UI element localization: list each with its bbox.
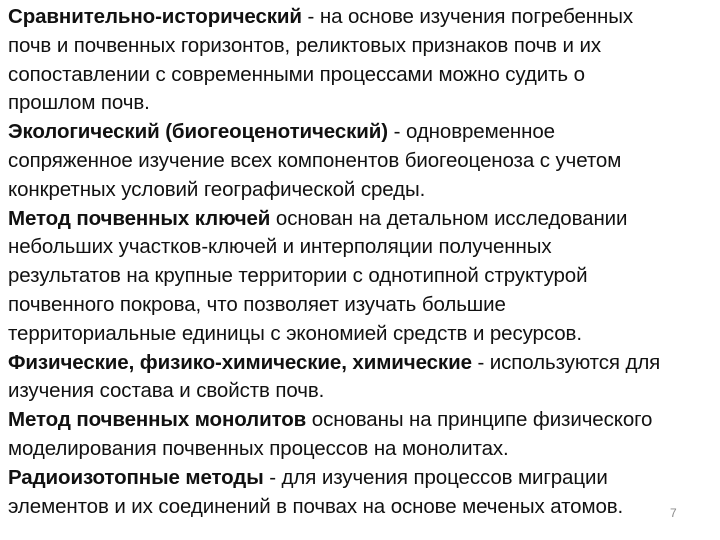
page-number: 7 <box>670 506 677 520</box>
method-description-line: - на основе изучения погребенных <box>301 5 634 28</box>
method-description-line: - используются для <box>471 350 661 374</box>
method-description-line: основаны на принципе физического <box>306 408 653 432</box>
slide-body <box>8 3 714 521</box>
method-description-line: территориальные единицы с экономией средств и ресурсов. <box>8 321 582 345</box>
method-description-line: изучения состава и свойств почв. <box>8 379 325 403</box>
method-paragraph-monoliths <box>8 406 714 464</box>
method-description-line: почвенного покрова, что позволяет изучать большие <box>8 292 506 316</box>
method-term: Сравнительно-исторический <box>8 5 302 28</box>
method-description-line: - для изучения процессов миграции <box>263 465 608 489</box>
method-description-line: основан на детальном исследовании <box>270 206 628 230</box>
method-description-line: сопоставлении с современными процессами можно судить о <box>8 62 585 86</box>
method-paragraph-ecological <box>8 118 714 204</box>
method-term: Физические, физико-химические, химические <box>8 350 472 374</box>
method-description-line: почв и почвенных горизонтов, реликтовых признаков почв и их <box>8 33 601 57</box>
method-term: Радиоизотопные методы <box>8 465 264 489</box>
method-paragraph-comparative-historical <box>8 3 714 118</box>
method-description-line: сопряженное изучение всех компонентов биогеоценоза с учетом <box>8 148 622 172</box>
method-description-line: конкретных условий географической среды. <box>8 177 426 201</box>
method-term: Метод почвенных монолитов <box>8 408 307 432</box>
method-description-line: прошлом почв. <box>8 91 150 115</box>
method-description-line: небольших участков-ключей и интерполяции полученных <box>8 235 552 259</box>
method-paragraph-soil-keys <box>8 205 714 349</box>
method-term: Экологический (биогеоценотический) <box>8 120 389 144</box>
method-term: Метод почвенных ключей <box>8 206 271 230</box>
method-description-line: элементов и их соединений в почвах на основе меченых атомов. <box>8 494 624 518</box>
method-paragraph-physical-chemical <box>8 349 714 407</box>
method-paragraph-radioisotope <box>8 464 714 522</box>
method-description-line: - одновременное <box>388 120 555 144</box>
method-description-line: моделирования почвенных процессов на монолитах. <box>8 436 509 460</box>
method-description-line: результатов на крупные территории с однотипной структурой <box>8 264 588 288</box>
